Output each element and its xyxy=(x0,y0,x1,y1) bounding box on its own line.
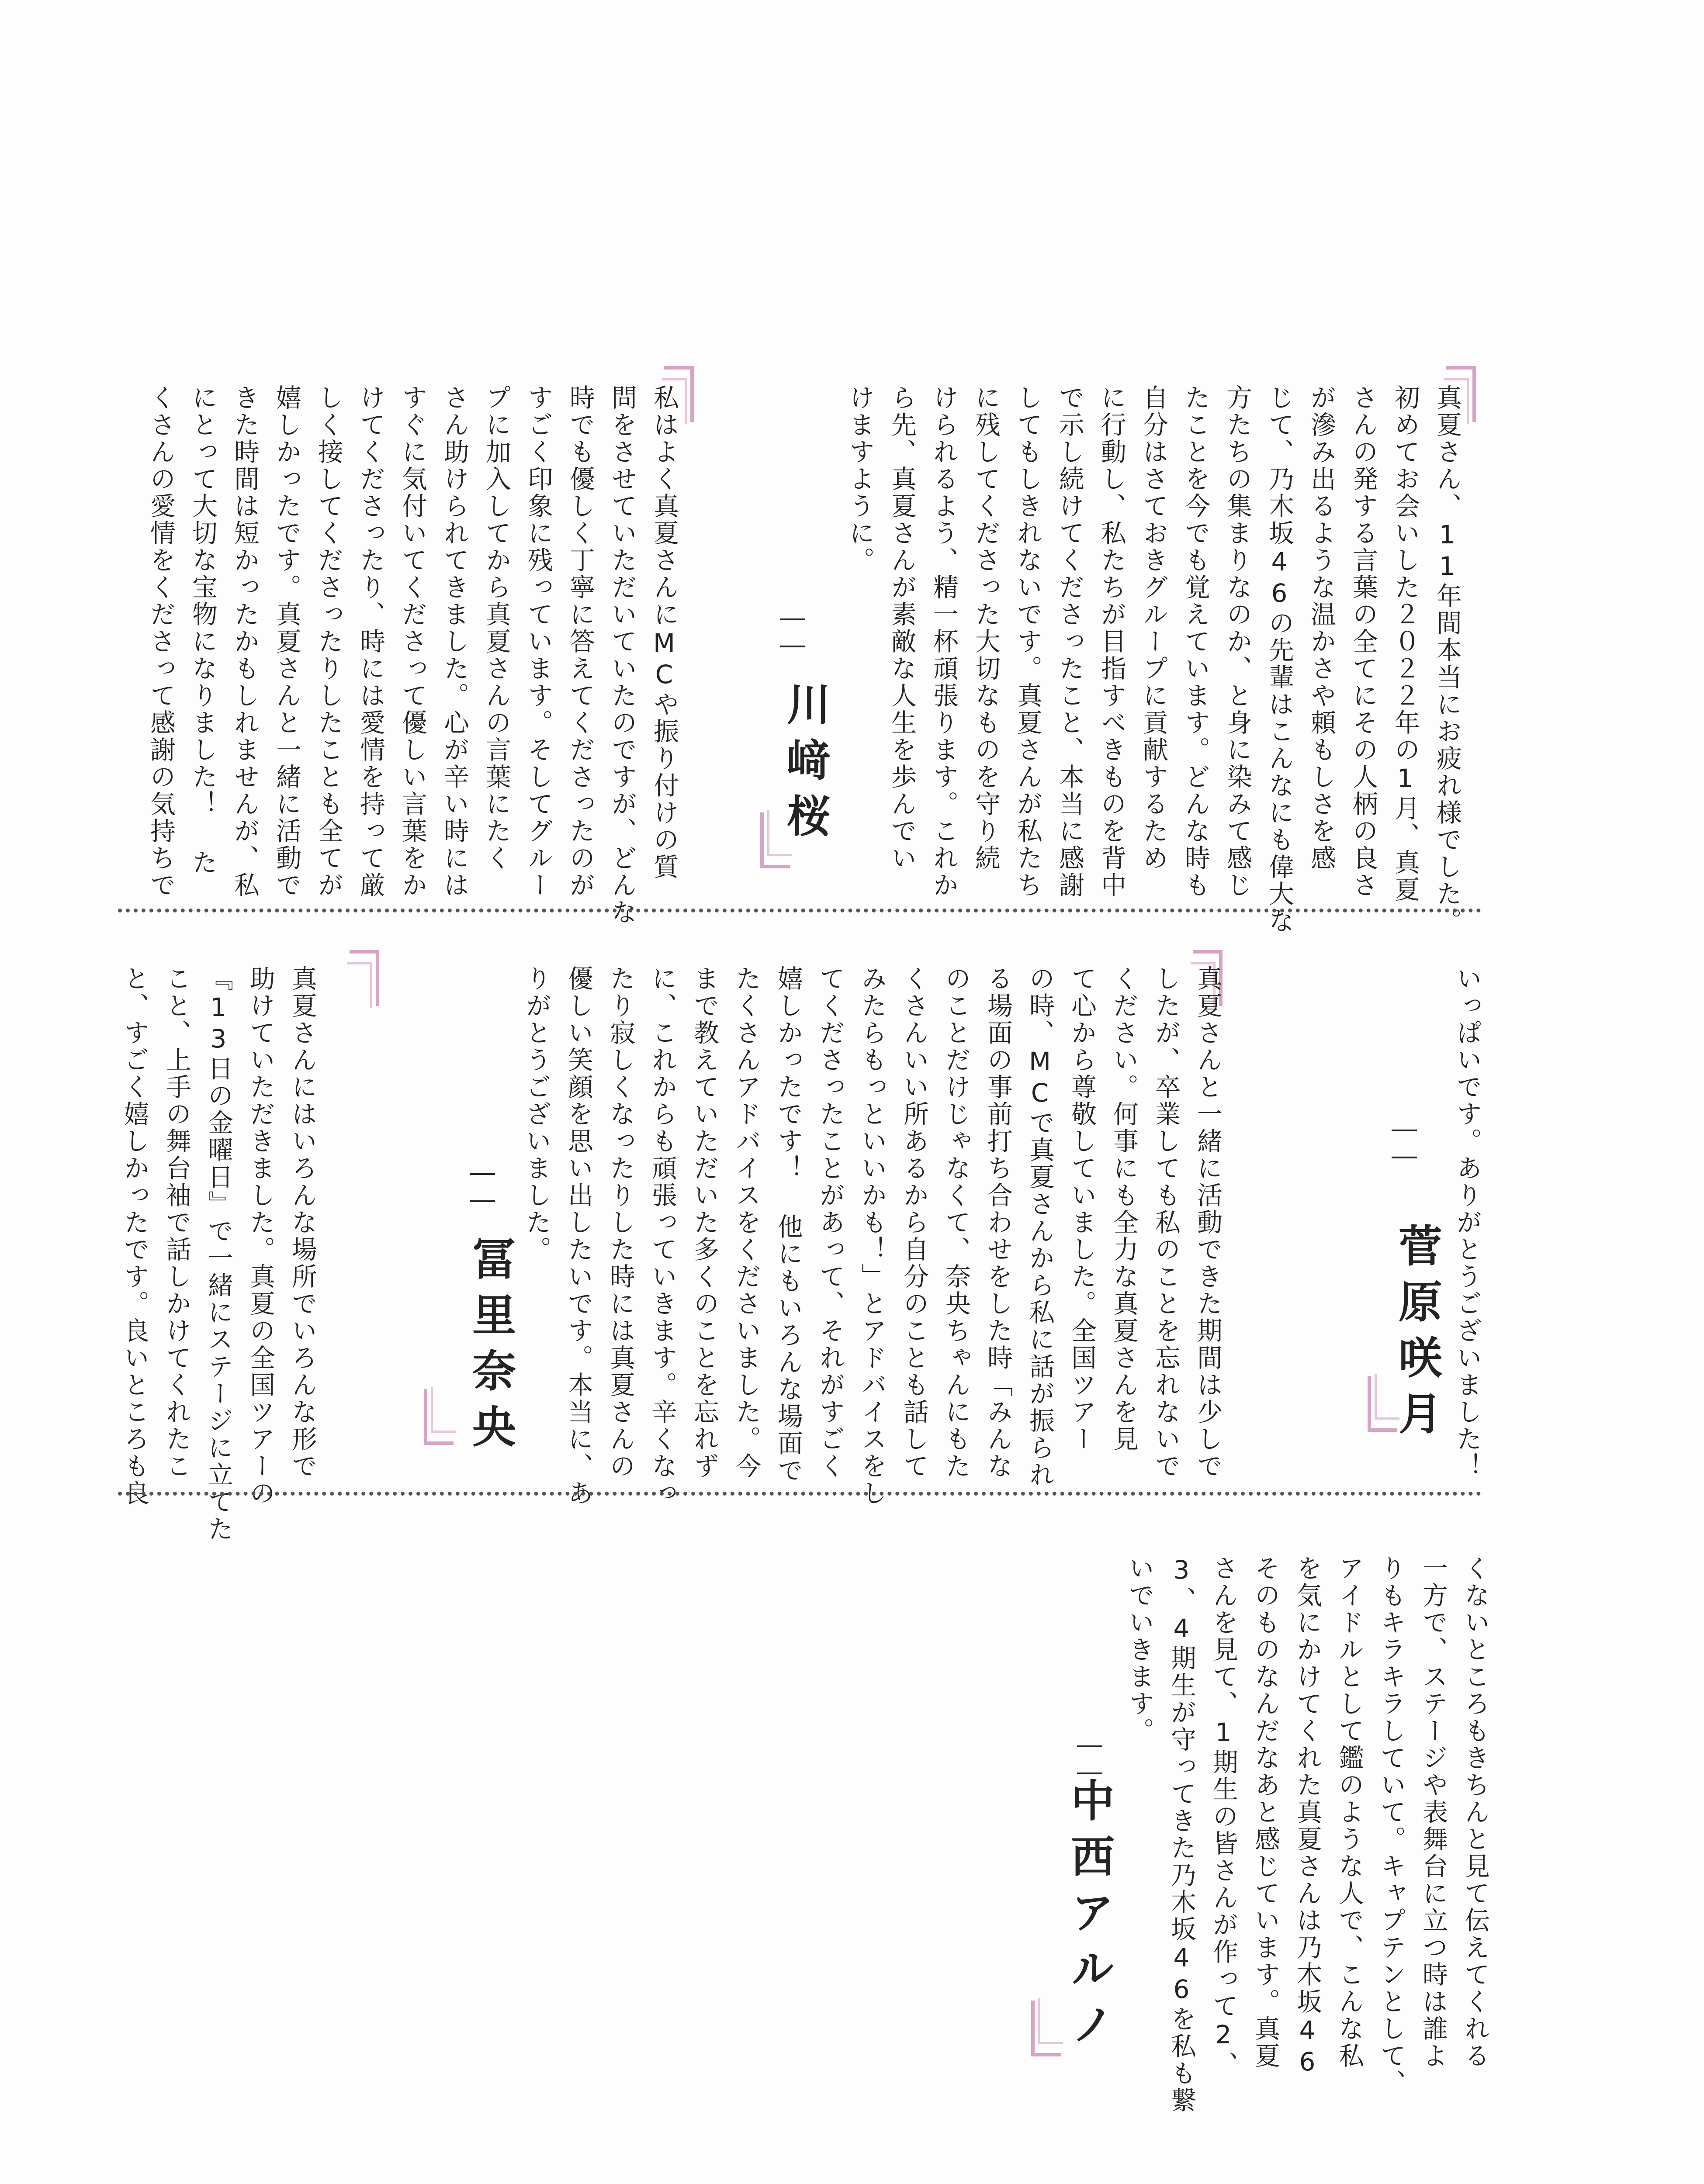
author-name-nakanishi-aruno: 中西アルノ xyxy=(1063,1778,1115,2057)
message-kawasaki-sakura: 真夏さん、11年間本当にお疲れ様でした。 初めてお会いした２０２２年の1月、真夏 さんの発する言葉の全てにその人柄の良さ が滲み出るような温かさや頼もしさを感 じて、乃木坂46の先輩はこんなにも偉大な 方たちの集まりなのか、と身に染みて感じ たことを今でも覚えています。どんな時も 自分はさておきグループに貢献するため に行動し、私たちが目指すべきものを背中 で示し続けてくださったこと、本当に感謝 してもしきれないです。真夏さんが私たち に残してくださった大切なものを守り続 けられるよう、精一杯頑張ります。これか ら先、真夏さんが素敵な人生を歩んでい けますように。 xyxy=(845,384,1462,935)
quote-close-bracket xyxy=(424,1389,454,1445)
quote-close-bracket xyxy=(1031,2001,1061,2056)
message-nakanishi-aruno-cont: くないところもきちんと見て伝えてくれる 一方で、ステージや表舞台に立つ時は誰よ りもキラキラしていて。キャプテンとして、 アイドルとして鑑のような人で、こんな私 を気にかけてくれた真夏さんは乃木坂46 そのものなんだなあと感じています。真夏 さんを見て、1期生の皆さんが作って2、 3、4期生が守ってきた乃木坂46を私も繋 いでいきます。 xyxy=(1125,1555,1490,2114)
quote-close-bracket xyxy=(1368,1376,1397,1432)
quote-open-bracket xyxy=(350,950,379,1006)
quote-close-bracket xyxy=(760,812,790,868)
message-nakanishi-aruno: 真夏さんにはいろんな場所でいろんな形で 助けていただきました。真夏の全国ツアーの 『13日の金曜日』で一緒にステージに立てた こと、上手の舞台袖で話しかけてくれたこ と、すごく嬉しかったです。良いところも良 xyxy=(120,965,317,1543)
section-divider xyxy=(118,1492,1481,1496)
message-sugawara-satsuki-cont: いっぱいです。ありがとうございました！ xyxy=(1452,965,1482,1480)
author-name-sugawara-satsuki: 菅原咲月 xyxy=(1391,1223,1442,1447)
author-name-kawasaki-sakura: 川﨑桜 xyxy=(779,681,831,849)
message-tomisato-nao: 真夏さんと一緒に活動できた期間は少しで したが、卒業しても私のことを忘れないで ください。何事にも全力な真夏さんを見 て心から尊敬していました。全国ツアー の時、MCで真夏さんから私に話が振られ る場面の事前打ち合わせをした時「みんな のことだけじゃなくて、奈央ちゃんにもた くさんいい所あるから自分のことも話して みたらもっといいかも！」とアドバイスをし てくださったことがあって、それがすごく 嬉しかったです！ 他にもいろんな場面で たくさんアドバイスをくださいました。今 まで教えていただいた多くのことを忘れず に、これからも頑張っていきます。辛くなっ たり寂しくなったりした時には真夏さんの 優しい笑顔を思い出したいです。本当に、あ りがとうございました。 xyxy=(522,965,1223,1507)
signature-dash: ―― xyxy=(1389,1114,1419,1168)
message-sugawara-satsuki: 私はよく真夏さんにMCや振り付けの質 問をさせていただいていたのですが、どんな 時でも優しく丁寧に答えてくださったのが すごく印象に残っています。そしてグルー プに加入してから真夏さんの言葉にたく さん助けられてきました。心が辛い時には すぐに気付いてくださって優しい言葉をか けてくださったり、時には愛情を持って厳 しく接してくださったりしたことも全てが 嬉しかったです。真夏さんと一緒に活動で きた時間は短かったかもしれませんが、私 にとって大切な宝物になりました！ た くさんの愛情をくださって感謝の気持ちで xyxy=(146,384,679,926)
signature-dash: ―― xyxy=(468,1158,497,1212)
signature-dash: ―― xyxy=(778,603,807,657)
author-name-tomisato-nao: 冨里奈央 xyxy=(465,1236,516,1460)
signature-dash: ―― xyxy=(1075,1730,1105,1784)
section-divider xyxy=(118,909,1481,912)
